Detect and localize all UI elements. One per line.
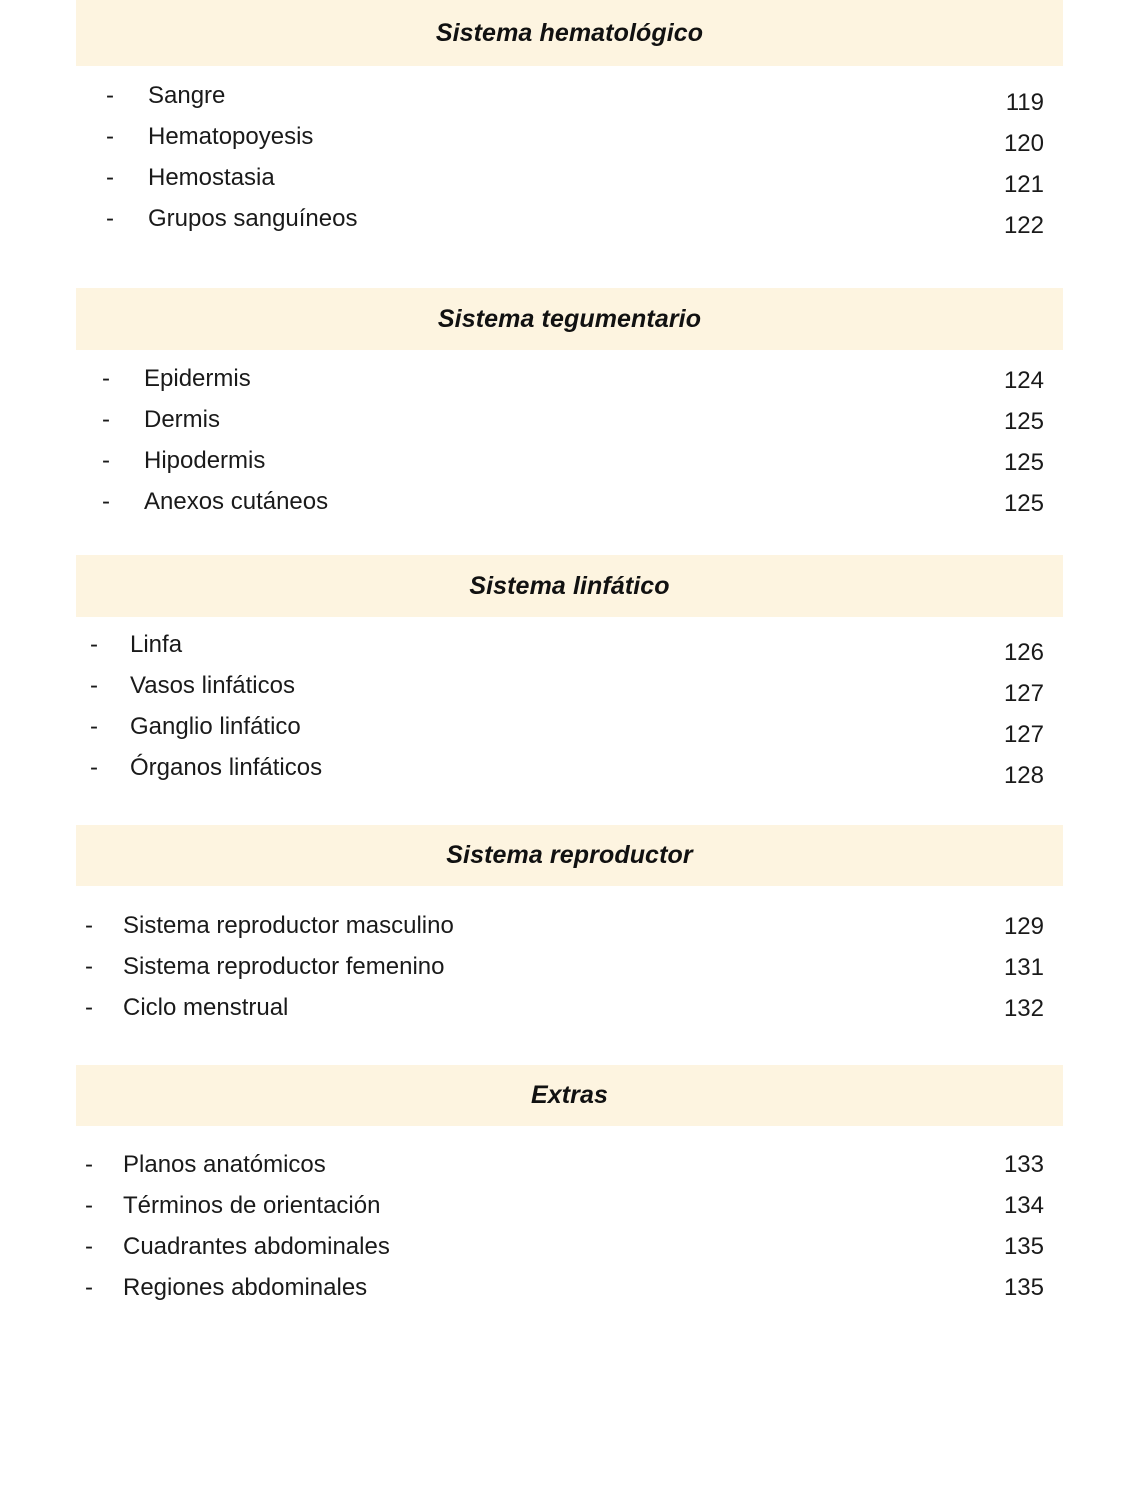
section-header-band	[76, 1065, 1063, 1126]
toc-entry-label: Sangre	[148, 82, 226, 109]
toc-entry-label: Hematopoyesis	[148, 123, 314, 150]
toc-entry[interactable]	[0, 955, 1145, 996]
toc-entry-label: Linfa	[130, 631, 183, 658]
toc-section-sistema-hematologico	[0, 0, 1145, 288]
bullet-dash-icon: -	[102, 488, 110, 515]
toc-entry[interactable]	[0, 1276, 1145, 1317]
bullet-dash-icon: -	[90, 672, 98, 699]
toc-entry-label: Planos anatómicos	[123, 1151, 326, 1178]
section-title: Sistema reproductor	[446, 841, 693, 869]
toc-entry[interactable]	[0, 1194, 1145, 1235]
bullet-dash-icon: -	[106, 123, 114, 150]
toc-entry-label: Epidermis	[144, 365, 251, 392]
section-header-band	[76, 0, 1063, 66]
toc-entry[interactable]	[0, 674, 1145, 715]
section-title: Extras	[530, 1081, 609, 1109]
toc-entry[interactable]	[0, 914, 1145, 955]
bullet-dash-icon: -	[90, 754, 98, 781]
section-title: Sistema tegumentario	[437, 304, 702, 333]
toc-entry-page-number: 122	[1003, 212, 1044, 239]
section-header-band	[76, 825, 1063, 886]
toc-entry[interactable]	[0, 408, 1145, 449]
bullet-dash-icon: -	[85, 1274, 93, 1301]
toc-entry-label: Dermis	[144, 406, 220, 433]
toc-entry-page-number: 128	[1003, 762, 1044, 789]
bullet-dash-icon: -	[102, 365, 110, 392]
toc-entry-label: Regiones abdominales	[123, 1274, 368, 1301]
toc-entry-label: Términos de orientación	[123, 1192, 381, 1219]
toc-entry[interactable]	[0, 1153, 1145, 1194]
toc-entry-page-number: 125	[1003, 408, 1044, 435]
toc-entry-page-number: 129	[1003, 913, 1044, 940]
toc-section-sistema-linfatico	[0, 555, 1145, 825]
toc-section-extras	[0, 1065, 1145, 1315]
bullet-dash-icon: -	[102, 447, 110, 474]
toc-entry[interactable]	[0, 490, 1145, 531]
bullet-dash-icon: -	[85, 1192, 93, 1219]
toc-entry[interactable]	[0, 84, 1145, 125]
bullet-dash-icon: -	[106, 82, 114, 109]
toc-section-sistema-tegumentario	[0, 288, 1145, 555]
bullet-dash-icon: -	[85, 912, 93, 939]
bullet-dash-icon: -	[90, 713, 98, 740]
toc-entry[interactable]	[0, 996, 1145, 1037]
toc-entry-page-number: 125	[1003, 449, 1044, 476]
toc-entry-page-number: 119	[1005, 89, 1044, 116]
toc-entry-page-number: 134	[1003, 1192, 1044, 1219]
toc-entry[interactable]	[0, 756, 1145, 797]
section-entry-list	[0, 633, 1145, 797]
toc-entry-label: Sistema reproductor femenino	[123, 953, 445, 980]
toc-entry-label: Sistema reproductor masculino	[123, 912, 454, 939]
section-entry-list	[0, 1153, 1145, 1317]
toc-entry-page-number: 135	[1003, 1274, 1044, 1301]
toc-section-sistema-reproductor	[0, 825, 1145, 1065]
toc-entry[interactable]	[0, 367, 1145, 408]
toc-entry-label: Vasos linfáticos	[130, 672, 295, 699]
section-header-band	[76, 555, 1063, 617]
bullet-dash-icon: -	[90, 631, 98, 658]
toc-entry-label: Grupos sanguíneos	[148, 205, 358, 232]
bullet-dash-icon: -	[85, 1233, 93, 1260]
toc-entry[interactable]	[0, 125, 1145, 166]
toc-entry-page-number: 124	[1003, 367, 1044, 394]
bullet-dash-icon: -	[106, 205, 114, 232]
toc-entry[interactable]	[0, 1235, 1145, 1276]
toc-entry-page-number: 126	[1003, 639, 1044, 666]
section-entry-list	[0, 367, 1145, 531]
toc-entry[interactable]	[0, 715, 1145, 756]
toc-entry-label: Hemostasia	[148, 164, 275, 191]
bullet-dash-icon: -	[85, 1151, 93, 1178]
toc-entry-page-number: 132	[1003, 995, 1044, 1022]
toc-entry-page-number: 131	[1003, 954, 1044, 981]
section-entry-list	[0, 84, 1145, 248]
toc-entry-page-number: 120	[1003, 130, 1044, 157]
toc-entry[interactable]	[0, 166, 1145, 207]
toc-entry-page-number: 133	[1003, 1151, 1044, 1178]
toc-entry[interactable]	[0, 449, 1145, 490]
toc-entry-label: Cuadrantes abdominales	[123, 1233, 390, 1260]
bullet-dash-icon: -	[106, 164, 114, 191]
toc-entry-label: Ganglio linfático	[130, 713, 301, 740]
bullet-dash-icon: -	[85, 994, 93, 1021]
toc-entry[interactable]	[0, 207, 1145, 248]
section-header-band	[76, 288, 1063, 350]
bullet-dash-icon: -	[85, 953, 93, 980]
toc-entry-label: Órganos linfáticos	[130, 754, 323, 781]
toc-entry-label: Anexos cutáneos	[144, 488, 329, 515]
section-title: Sistema linfático	[469, 571, 670, 600]
toc-entry-label: Ciclo menstrual	[123, 994, 289, 1021]
toc-entry-page-number: 127	[1003, 680, 1044, 707]
section-title: Sistema hematológico	[435, 18, 704, 47]
toc-entry-page-number: 135	[1003, 1233, 1044, 1260]
toc-entry-page-number: 127	[1003, 721, 1044, 748]
section-entry-list	[0, 914, 1145, 1037]
bullet-dash-icon: -	[102, 406, 110, 433]
toc-entry-page-number: 121	[1003, 171, 1044, 198]
toc-entry[interactable]	[0, 633, 1145, 674]
toc-entry-label: Hipodermis	[144, 447, 266, 474]
toc-entry-page-number: 125	[1003, 490, 1044, 517]
